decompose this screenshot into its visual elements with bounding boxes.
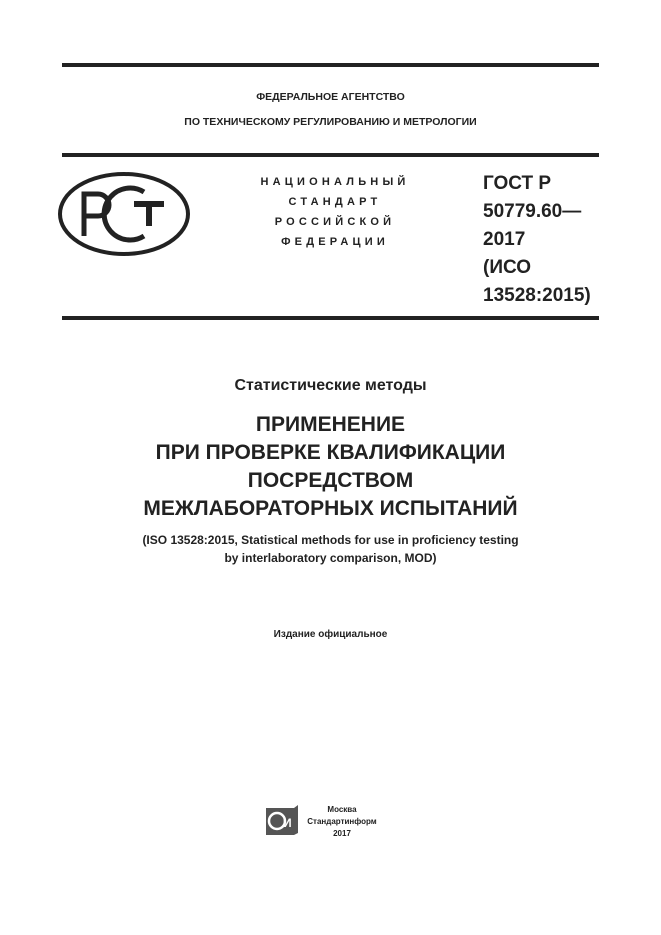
document-title: [0, 411, 661, 523]
national-line: НАЦИОНАЛЬНЫЙ: [260, 176, 410, 188]
svg-text:И: И: [283, 816, 292, 830]
rst-logo: [56, 170, 192, 258]
publisher-name: Стандартинформ: [307, 817, 377, 826]
title-line: ПРИМЕНЕНИЕ: [255, 413, 406, 436]
national-standard-label: [240, 172, 430, 252]
agency-line-2: ПО ТЕХНИЧЕСКОМУ РЕГУЛИРОВАНИЮ И МЕТРОЛОГИИ: [184, 116, 477, 128]
top-rule: [62, 63, 599, 67]
iso-note: [0, 531, 661, 567]
gost-line: 50779.60—: [483, 201, 582, 222]
gost-line: 13528:2015): [483, 285, 591, 306]
gost-line: 2017: [483, 229, 526, 250]
publisher-city: Москва: [327, 805, 357, 814]
publisher-year: 2017: [333, 829, 351, 838]
national-line: СТАНДАРТ: [288, 196, 382, 208]
bottom-rule: [62, 316, 599, 320]
iso-note-line: by interlaboratory comparison, MOD): [224, 551, 437, 565]
agency-line-1: ФЕДЕРАЛЬНОЕ АГЕНТСТВО: [256, 91, 405, 103]
title-line: МЕЖЛАБОРАТОРНЫХ ИСПЫТАНИЙ: [143, 497, 518, 520]
national-line: ФЕДЕРАЦИИ: [281, 236, 389, 248]
gost-designation: [483, 170, 591, 310]
publisher-info: [305, 804, 379, 840]
middle-rule: [62, 153, 599, 157]
edition-label: Издание официальное: [273, 629, 388, 640]
title-line: ПРИ ПРОВЕРКЕ КВАЛИФИКАЦИИ: [155, 441, 506, 464]
subtitle: Статистические методы: [234, 377, 427, 394]
gost-line: ГОСТ Р: [483, 173, 552, 194]
iso-note-line: (ISO 13528:2015, Statistical methods for use in proficiency testing: [142, 533, 519, 547]
national-line: РОССИЙСКОЙ: [274, 216, 396, 228]
standartinform-logo: [264, 804, 302, 836]
gost-line: (ИСО: [483, 257, 532, 278]
title-line: ПОСРЕДСТВОМ: [247, 469, 414, 492]
